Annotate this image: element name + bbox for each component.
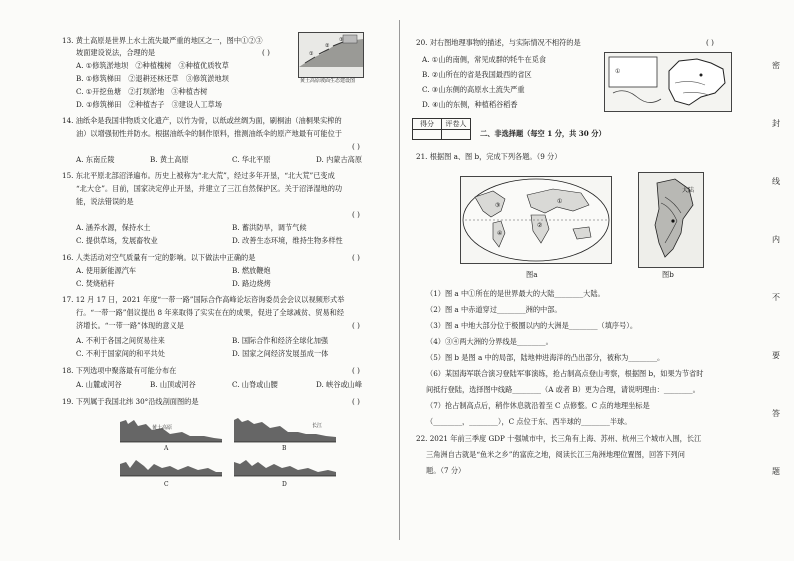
svg-text:③: ③ xyxy=(339,37,344,43)
q21-sub2: （2）图 a 中赤道穿过________洲的中部。 xyxy=(426,305,562,314)
q14-option-b[interactable]: B. 黄土高原 xyxy=(150,155,189,164)
q19-profile-d[interactable] xyxy=(232,454,338,480)
q21-world-map-a-svg xyxy=(461,177,611,263)
q16-answer-paren: ( ) xyxy=(352,253,360,262)
section-2-heading: 二、非选择题（每空 1 分，共 30 分） xyxy=(480,129,606,138)
q21-sub4: （4）③④两大洲的分界线是________。 xyxy=(426,337,553,346)
q21-sub1: （1）图 a 中①所在的是世界最大的大陆________大陆。 xyxy=(426,289,605,298)
svg-text:③: ③ xyxy=(495,202,501,209)
q13-answer-paren: ( ) xyxy=(262,48,270,57)
seal-char-5: 不 xyxy=(772,293,780,302)
q21-sub6-line2: 间抵行登陆，选择图中线路________（A 或者 B）更为合理，请说明理由：________。 xyxy=(426,385,700,394)
q17-option-a[interactable]: A. 不利于各国之间贸易往来 xyxy=(76,336,165,345)
q13-slope-illustration xyxy=(299,33,363,77)
q13-stem-line2: 坡面建设说法，合理的是 xyxy=(76,48,156,57)
q19-profile-a-label: 黄土高原 xyxy=(152,425,173,431)
seal-char-7: 答 xyxy=(772,409,780,418)
score-cell[interactable] xyxy=(413,130,442,140)
q14-answer-paren: ( ) xyxy=(352,142,360,151)
seal-char-2: 封 xyxy=(772,119,780,128)
svg-text:②: ② xyxy=(537,222,543,229)
q17-stem-line2: 行。“一带一路”倡议提出 8 年来取得了实实在在的成果，促进了全球减贫、贸易和经 xyxy=(76,308,345,317)
q21-fig-b-caption: 图b xyxy=(662,270,674,279)
q16-option-c[interactable]: C. 焚烧秸秆 xyxy=(76,279,115,288)
q21-map-b xyxy=(638,172,704,268)
q20-china-map xyxy=(605,53,731,111)
q14-option-c[interactable]: C. 华北平原 xyxy=(232,155,271,164)
q14-stem-line2: 油）以增强韧性并防水。根据油纸伞的制作原料，推测油纸伞的原产地最有可能位于 xyxy=(76,129,342,138)
seal-char-4: 内 xyxy=(772,235,780,244)
q15-option-b[interactable]: B. 蓄洪防旱，调节气候 xyxy=(232,223,307,232)
svg-text:①: ① xyxy=(309,51,314,57)
svg-text:②: ② xyxy=(325,43,330,49)
seal-char-6: 要 xyxy=(772,351,780,360)
q14-stem-line1: 14. 油纸伞是我国非物质文化遗产，以竹为骨，以纸或丝绸为面，刷桐油（油桐果实榨的 xyxy=(62,116,342,125)
q20-option-c[interactable]: C. ③山东侧的高原水土流失严重 xyxy=(422,85,525,94)
q18-option-a[interactable]: A. 山麓或河谷 xyxy=(76,380,122,389)
q15-option-c[interactable]: C. 提供草场，发展畜牧业 xyxy=(76,236,158,245)
q22-stem-line3: 题。（7 分） xyxy=(426,466,466,475)
q18-answer-paren: ( ) xyxy=(352,366,360,375)
seal-char-1: 密 xyxy=(772,61,780,70)
q19-profile-b-svg xyxy=(232,414,338,446)
q22-stem-line1: 22. 2021 年前三季度 GDP 十强城市中，长三角有上海、苏州、杭州三个城市入围，长江 xyxy=(416,434,702,443)
q19-profile-b-label: 长江 xyxy=(312,423,323,429)
q17-option-b[interactable]: B. 国际合作和经济全球化加强 xyxy=(232,336,329,345)
q20-answer-paren: ( ) xyxy=(706,38,714,47)
score-header-grader: 评卷人 xyxy=(442,119,471,130)
q21-sub3: （3）图 a 中地大部分位于极圈以内的大洲是________（填序号）。 xyxy=(426,321,638,330)
q13-option-b[interactable]: B. ①修筑梯田 ②退耕还林还草 ③修筑淤地坝 xyxy=(76,74,229,83)
q16-option-a[interactable]: A. 使用新能源汽车 xyxy=(76,266,137,275)
q15-stem-line1: 15. 东北平原北部沼泽遍布。历史上被称为“北大荒”，经过多年开垦，“北大荒”已变成 xyxy=(62,171,335,180)
q17-option-d[interactable]: D. 国家之间经济发展虽成一体 xyxy=(232,349,329,358)
q15-answer-paren: ( ) xyxy=(352,210,360,219)
q21-map-b-label: 大陆 xyxy=(682,187,695,194)
q21-sub7-line1: （7）抢占制高点后，稍作休息就沿着至 C 点修整。C 点的地理坐标是 xyxy=(426,401,650,410)
q18-option-c[interactable]: C. 山脊或山腰 xyxy=(232,380,278,389)
right-page xyxy=(400,0,794,561)
q19-profile-d-tag: D xyxy=(282,481,287,488)
q16-option-d[interactable]: D. 路边烧烤 xyxy=(232,279,271,288)
q13-option-d[interactable]: D. ①修筑梯田 ②种植杏子 ③建设人工草场 xyxy=(76,100,222,109)
q15-stem-line3: 能，说法错误的是 xyxy=(76,197,134,206)
q15-option-a[interactable]: A. 涵养水源，保持水土 xyxy=(76,223,151,232)
q21-sub7-line2: （________，________），C 点位于东、西半球的________半球。 xyxy=(426,417,632,426)
q14-option-d[interactable]: D. 内蒙古高原 xyxy=(316,155,363,164)
q19-profile-d-svg xyxy=(232,454,338,480)
grader-cell[interactable] xyxy=(442,130,471,140)
svg-text:④: ④ xyxy=(497,230,503,237)
seal-char-8: 题 xyxy=(772,467,780,476)
q14-option-a[interactable]: A. 东南丘陵 xyxy=(76,155,115,164)
q17-stem-line1: 17. 12 月 17 日，2021 年度“一带一路”国际合作高峰论坛咨询委员会会议以视频形式举 xyxy=(62,295,345,304)
q21-world-map-a xyxy=(460,176,612,264)
q17-answer-paren: ( ) xyxy=(352,321,360,330)
q16-stem-line1: 16. 人类活动对空气质量有一定的影响。以下做法中正确的是 xyxy=(62,253,256,262)
svg-text:①: ① xyxy=(557,198,563,205)
q19-profile-c[interactable] xyxy=(118,454,224,480)
q15-option-d[interactable]: D. 改善生态环境，维持生物多样性 xyxy=(232,236,343,245)
q17-stem-line3: 济增长。“一带一路”体现的意义是 xyxy=(76,321,184,330)
svg-text:①: ① xyxy=(615,68,621,75)
q22-stem-line2: 三角洲自古就是“鱼米之乡”的富庶之地，阅读长江三角洲地理位置图，回答下列问 xyxy=(426,450,685,459)
q13-option-a[interactable]: A. ①修筑淤地坝 ②种植槐树 ③种植优质牧草 xyxy=(76,61,229,70)
q17-option-c[interactable]: C. 不利于国家间的和平共处 xyxy=(76,349,165,358)
q13-slope-figure xyxy=(298,32,364,78)
q21-sub5: （5）图 b 是图 a 中的局部，陆地伸进海洋的凸出部分，被称为________。 xyxy=(426,353,665,362)
q19-stem-line1: 19. 下列属于我国北纬 30°沿线剖面图的是 xyxy=(62,397,199,406)
q15-stem-line2: “北大仓”。目前，国家决定停止开垦，并建立了三江自然保护区。关于沼泽湿地的功 xyxy=(76,184,343,193)
q19-answer-paren: ( ) xyxy=(352,397,360,406)
q20-stem-line1: 20. 对右图地理事物的描述，与实际情况不相符的是 xyxy=(416,38,581,47)
q13-stem-line1: 13. 黄土高原是世界上水土流失最严重的地区之一，图中①②③ xyxy=(62,36,263,45)
q19-profile-a-tag: A xyxy=(164,445,169,452)
q19-profile-b[interactable] xyxy=(232,414,338,446)
q16-option-b[interactable]: B. 燃放鞭炮 xyxy=(232,266,271,275)
q21-fig-a-caption: 图a xyxy=(526,270,538,279)
q18-stem-line1: 18. 下列选项中聚落最有可能分布在 xyxy=(62,366,177,375)
q21-sub6-line1: （6）某国海军联合演习登陆军事演练，抢占制高点登山考察，根据图 b，如果为节省时 xyxy=(426,369,704,378)
q18-option-d[interactable]: D. 峡谷或山峰 xyxy=(316,380,363,389)
score-table xyxy=(412,118,471,140)
q20-map-figure xyxy=(604,52,732,112)
q19-profile-c-svg xyxy=(118,454,224,480)
q18-option-b[interactable]: B. 山顶或河谷 xyxy=(150,380,196,389)
q19-profile-b-tag: B xyxy=(282,445,287,452)
q20-option-d[interactable]: D. ④山的东侧，种植稻谷稻香 xyxy=(422,100,518,109)
q20-option-a[interactable]: A. ①山的南侧，常见成群的牦牛在觅食 xyxy=(422,55,547,64)
q21-stem-line1: 21. 根据图 a、图 b，完成下列各题。（9 分） xyxy=(416,152,562,161)
q20-option-b[interactable]: B. ②山所在的省是我国最西的省区 xyxy=(422,70,532,79)
q13-figure-caption: 黄土高原坡面生态建设图 xyxy=(300,78,356,84)
q13-option-c[interactable]: C. ①开挖鱼塘 ②打坝淤地 ③种植杏树 xyxy=(76,87,208,96)
score-header-score: 得分 xyxy=(413,119,442,130)
seal-char-3: 线 xyxy=(772,177,780,186)
q19-profile-c-tag: C xyxy=(164,481,169,488)
